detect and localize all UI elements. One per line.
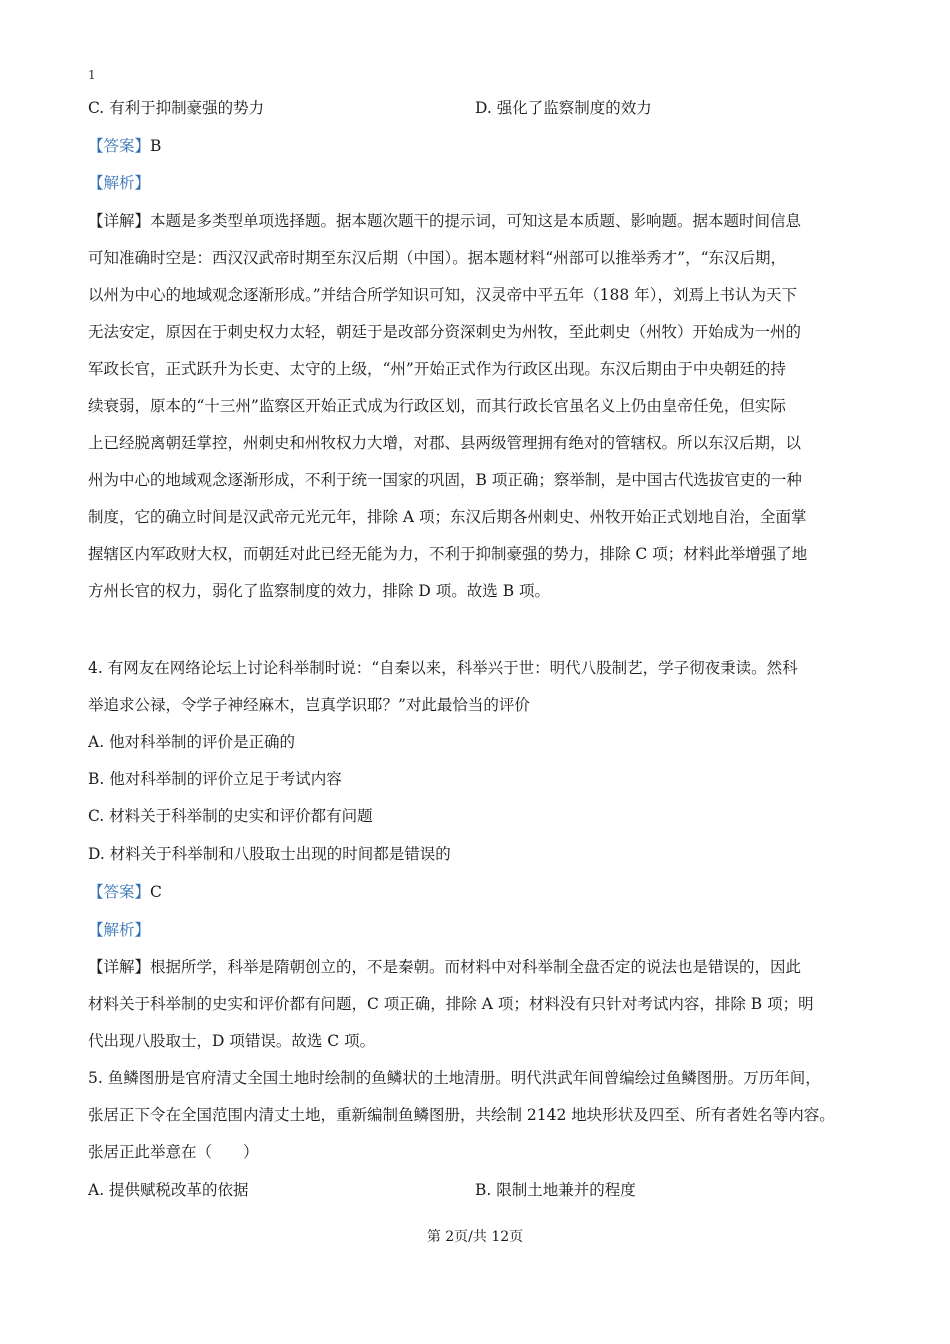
q3-detail-line: 可知准确时空是：西汉汉武帝时期至东汉后期（中国）。据本题材料“州部可以推举秀才”，“东汉后期，	[88, 249, 787, 267]
q3-detail-line-1: 【详解】本题是多类型单项选择题。据本题次题干的提示词，可知这是本质题、影响题。据本题时间信息	[88, 212, 802, 230]
q3-detail-line: 上已经脱离朝廷掌控，州刺史和州牧权力大增，对郡、县两级管理拥有绝对的管辖权。所以东汉后期，以	[88, 434, 802, 452]
q4-answer-line	[88, 882, 162, 902]
q3-detail-line: 握辖区内军政财大权，而朝廷对此已经无能为力，不利于抑制豪强的势力，排除 C 项；材料此举增强了地	[88, 545, 808, 563]
q4-option-c: C. 材料关于科举制的史实和评价都有问题	[88, 807, 373, 825]
answer-value: C	[150, 883, 162, 901]
detail-label: 【详解】	[88, 212, 151, 230]
q3-detail-line: 无法安定，原因在于刺史权力太轻，朝廷于是改部分资深刺史为州牧，至此刺史（州牧）开始成为一州的	[88, 323, 802, 341]
q4-stem-line: 举追求公禄，令学子神经麻木，岂真学识耶？”对此最恰当的评价	[88, 696, 530, 714]
q3-detail-line: 州为中心的地域观念逐渐形成，不利于统一国家的巩固，B 项正确；察举制，是中国古代选拔官吏的一种	[88, 471, 802, 489]
q3-option-d: D. 强化了监察制度的效力	[475, 99, 652, 117]
q3-detail-line: 续衰弱，原本的“十三州”监察区开始正式成为行政区划，而其行政长官虽名义上仍由皇帝任免，但实际	[88, 397, 786, 415]
corner-mark: 1	[88, 68, 96, 82]
q4-option-d: D. 材料关于科举制和八股取士出现的时间都是错误的	[88, 845, 451, 863]
detail-label: 【详解】	[88, 958, 151, 976]
q5-stem-line: 张居正此举意在（ ）	[88, 1143, 259, 1161]
q3-detail-line: 以州为中心的地域观念逐渐形成。”并结合所学知识可知，汉灵帝中平五年（188 年），刘焉上书认为天下	[88, 286, 797, 304]
q4-detail-line-1: 【详解】根据所学，科举是隋朝创立的，不是秦朝。而材料中对科举制全盘否定的说法也是错误的，因此	[88, 958, 802, 976]
q4-detail-line: 材料关于科举制的史实和评价都有问题，C 项正确，排除 A 项；材料没有只针对考试内容，排除 B 项；明	[88, 995, 814, 1013]
q3-detail-line: 方州长官的权力，弱化了监察制度的效力，排除 D 项。故选 B 项。	[88, 582, 551, 600]
q3-detail-line: 军政长官，正式跃升为长吏、太守的上级，“州”开始正式作为行政区出现。东汉后期由于中央朝廷的持	[88, 360, 786, 378]
answer-value: B	[150, 137, 162, 155]
q3-detail-line: 制度，它的确立时间是汉武帝元光元年，排除 A 项；东汉后期各州刺史、州牧开始正式划地自治，全面掌	[88, 508, 807, 526]
q4-stem-line: 4. 有网友在网络论坛上讨论科举制时说：“自秦以来，科举兴于世：明代八股制艺，学子彻夜秉读。然科	[88, 659, 798, 677]
q3-answer-line	[88, 136, 161, 156]
q4-analysis-label: 【解析】	[88, 921, 151, 939]
q3-analysis-label: 【解析】	[88, 174, 151, 192]
page-footer: 第 2页/共 12页	[426, 1229, 524, 1245]
answer-label: 【答案】	[88, 137, 151, 155]
q4-detail-line: 代出现八股取士，D 项错误。故选 C 项。	[88, 1032, 376, 1050]
q3-option-c: C. 有利于抑制豪强的势力	[88, 99, 265, 117]
q5-stem-line: 张居正下令在全国范围内清丈土地，重新编制鱼鳞图册，共绘制 2142 地块形状及四至、所有者姓名等内容。	[88, 1106, 835, 1124]
q4-option-a: A. 他对科举制的评价是正确的	[88, 733, 296, 751]
q5-option-a: A. 提供赋税改革的依据	[88, 1181, 249, 1199]
q5-option-b: B. 限制土地兼并的程度	[475, 1181, 636, 1199]
answer-label: 【答案】	[88, 883, 151, 901]
q5-stem-line: 5. 鱼鳞图册是官府清丈全国土地时绘制的鱼鳞状的土地清册。明代洪武年间曾编绘过鱼鳞图册。万历年间，	[88, 1069, 821, 1087]
q4-option-b: B. 他对科举制的评价立足于考试内容	[88, 770, 342, 788]
